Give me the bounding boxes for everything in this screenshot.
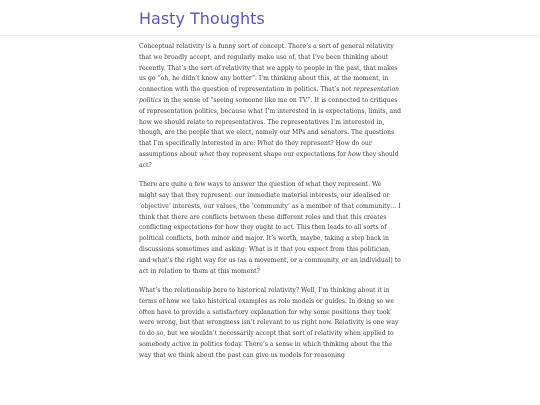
paragraph-text: they represent shape our expectations for: [214, 150, 349, 158]
article-body: [139, 42, 401, 370]
emphasis-text: representation politics: [139, 86, 400, 104]
paragraph-text: they should act?: [139, 150, 399, 169]
paragraph-text: Conceptual relativity is a funny sort of concept. There’s a sort of general relativity that we broadly accept, and regularly make use of, that I’ve been thinking about recently. That’s the sort of relativity that we apply to people in the past, that makes us go “oh, he didn’t know any better”. I’m thinking about this, at the moment, in connection with the question of representation in politics. That’s not: [139, 43, 398, 94]
emphasis-text: what: [199, 150, 215, 158]
article-paragraph-2: There are quite a few ways to answer the question of what they represent. We might say that they represent: our immediate material interests, our idealised or ‘objective’ interests, our values, the ‘community’ as a member of that community… I think that there are conflicts between these different roles and that this creates conflicting expectations for how they ought to act. This then leads to all sorts of political conflicts, both minor and major. It’s worth, maybe, taking a step back in discussions sometimes and asking: What is it that you expect from this politician, and what’s the right way for us (as a movement, or a community, or an individual) to act in relation to them at this moment?: [139, 181, 401, 275]
paragraph-text: in the sense of “seeing someone like me on TV”. It is connected to critiques of representation politics, because what I’m interested in is expectations, limits, and how we should relate to representatives. The representatives I’m interested in, though, are the people that we elect, namely our MPs and senators. The questions that I’m specifically interested in are:: [139, 96, 401, 148]
site-title-link[interactable]: Hasty Thoughts: [139, 9, 265, 28]
article-paragraph-1: [139, 42, 401, 172]
emphasis-text: how: [348, 150, 361, 158]
article-paragraph-3: What’s the relationship here to historical relativity? Well, I’m thinking about it in terms of how we take historical examples as role models or guides. In doing so we often have to provide a satisfactory explanation for why some positions they took were wrong, but that wrongness isn’t relevant to us right now. Relativity is one way to do so, but we wouldn’t necessarily accept that sort of relativity when applied to somebody active in politics today. There’s a sense in which thinking about the the way that we think about the past can give us models for reasoning: [139, 286, 399, 359]
emphasis-text: What: [257, 140, 274, 148]
site-header: [0, 0, 540, 36]
paragraph-text: do they represent? How do our assumptions about: [139, 140, 372, 158]
